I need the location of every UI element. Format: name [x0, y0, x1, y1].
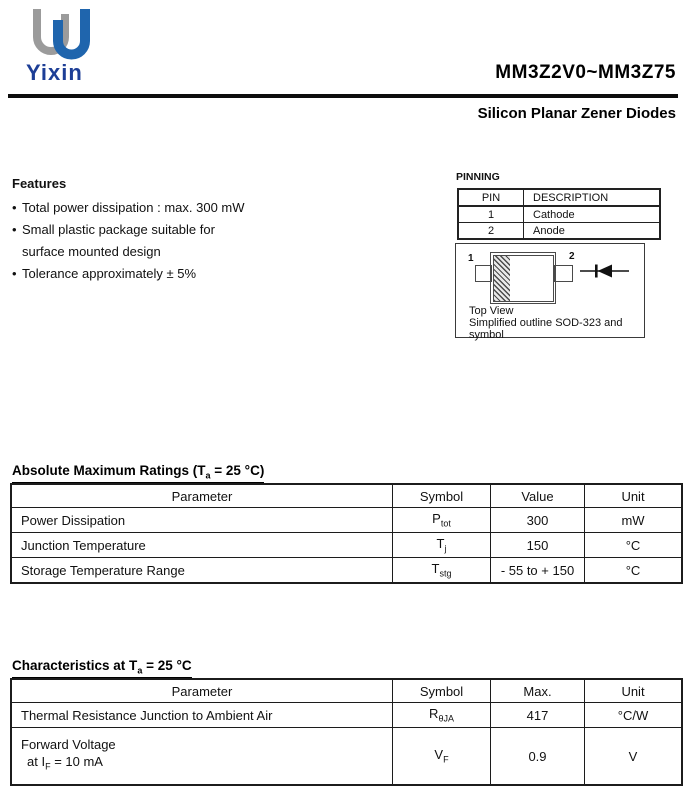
features-heading: Features	[12, 176, 67, 191]
char-symbol: $V_F$	[393, 728, 491, 786]
amr-parameter: Storage Temperature Range	[11, 558, 393, 584]
doc-subtitle: Silicon Planar Zener Diodes	[477, 105, 676, 122]
bullet-icon: •	[12, 200, 17, 215]
amr-symbol: $T_{stg}$	[393, 558, 491, 584]
char-parameter-line1: Forward Voltage	[21, 737, 116, 753]
pinning-row	[458, 223, 660, 240]
char-unit: V	[585, 728, 683, 786]
pinning-header-desc: DESCRIPTION	[524, 189, 661, 206]
amr-value: 300	[491, 508, 585, 533]
pinning-heading: PINNING	[456, 171, 500, 183]
feature-text: Tolerance approximately ± 5%	[22, 266, 197, 281]
amr-symbol: $P_{tot}$	[393, 508, 491, 533]
pin-number: 2	[458, 223, 524, 240]
char-parameter	[11, 728, 393, 786]
pin-description: Anode	[524, 223, 661, 240]
bullet-icon: •	[12, 266, 17, 281]
pin-number: 1	[458, 206, 524, 223]
amr-header-symbol: Symbol	[393, 484, 491, 508]
feature-item	[12, 197, 342, 219]
cathode-band	[494, 256, 510, 301]
amr-header-row	[11, 484, 682, 508]
feature-text: Small plastic package suitable for	[22, 222, 215, 237]
char-symbol: $R_{\theta JA}$	[393, 703, 491, 728]
feature-text: surface mounted design	[22, 244, 161, 259]
package-body	[490, 252, 556, 304]
amr-row	[11, 533, 682, 558]
amr-row	[11, 558, 682, 584]
feature-item-continuation	[12, 241, 342, 263]
amr-heading-sub: a	[205, 470, 211, 481]
amr-table	[10, 483, 683, 584]
amr-unit: mW	[585, 508, 683, 533]
char-header-max: Max.	[491, 679, 585, 703]
amr-header-unit: Unit	[585, 484, 683, 508]
amr-heading	[12, 463, 264, 483]
amr-value: 150	[491, 533, 585, 558]
bullet-icon: •	[12, 222, 17, 237]
pin-description: Cathode	[524, 206, 661, 223]
package-caption-line1: Top View	[469, 305, 514, 317]
features-section	[12, 176, 342, 285]
header-rule	[8, 94, 678, 98]
char-row	[11, 728, 682, 786]
char-unit: °C/W	[585, 703, 683, 728]
package-diagram	[455, 243, 645, 341]
char-value: 417	[491, 703, 585, 728]
pinning-table	[457, 188, 661, 240]
characteristics-table	[10, 678, 683, 786]
package-pin1-label: 1	[468, 253, 474, 264]
char-heading-sub: a	[137, 665, 143, 676]
package-lead-right	[554, 265, 573, 282]
feature-item	[12, 219, 342, 241]
amr-symbol: $T_j$	[393, 533, 491, 558]
amr-parameter: Power Dissipation	[11, 508, 393, 533]
amr-parameter: Junction Temperature	[11, 533, 393, 558]
brand-name: Yixin	[26, 60, 83, 85]
package-caption	[469, 305, 644, 341]
char-header-symbol: Symbol	[393, 679, 491, 703]
char-header-row	[11, 679, 682, 703]
pinning-header-pin: PIN	[458, 189, 524, 206]
char-value: 0.9	[491, 728, 585, 786]
feature-item	[12, 263, 342, 285]
amr-unit: °C	[585, 558, 683, 584]
char-parameter: Thermal Resistance Junction to Ambient Air	[11, 703, 393, 728]
amr-value: - 55 to + 150	[491, 558, 585, 584]
amr-header-parameter: Parameter	[11, 484, 393, 508]
pinning-row	[458, 206, 660, 223]
amr-heading-text: Absolute Maximum Ratings (T	[12, 463, 206, 478]
char-parameter-line2: at $I_F = 10$ mA	[27, 754, 103, 772]
amr-header-value: Value	[491, 484, 585, 508]
yixin-logo-icon	[28, 8, 102, 60]
package-caption-line2: Simplified outline SOD-323 and symbol	[469, 317, 623, 341]
amr-unit: °C	[585, 533, 683, 558]
pinning-header-row	[458, 189, 660, 206]
char-heading-suffix: = 25 °C	[142, 658, 192, 673]
char-row	[11, 703, 682, 728]
char-heading-text: Characteristics at T	[12, 658, 138, 673]
package-pin2-label: 2	[569, 251, 575, 262]
amr-row	[11, 508, 682, 533]
amr-heading-suffix: = 25 °C)	[210, 463, 265, 478]
doc-title: MM3Z2V0~MM3Z75	[495, 62, 676, 83]
char-header-unit: Unit	[585, 679, 683, 703]
characteristics-heading	[12, 658, 192, 678]
char-header-parameter: Parameter	[11, 679, 393, 703]
diode-symbol-icon	[579, 263, 631, 279]
feature-text: Total power dissipation : max. 300 mW	[22, 200, 245, 215]
